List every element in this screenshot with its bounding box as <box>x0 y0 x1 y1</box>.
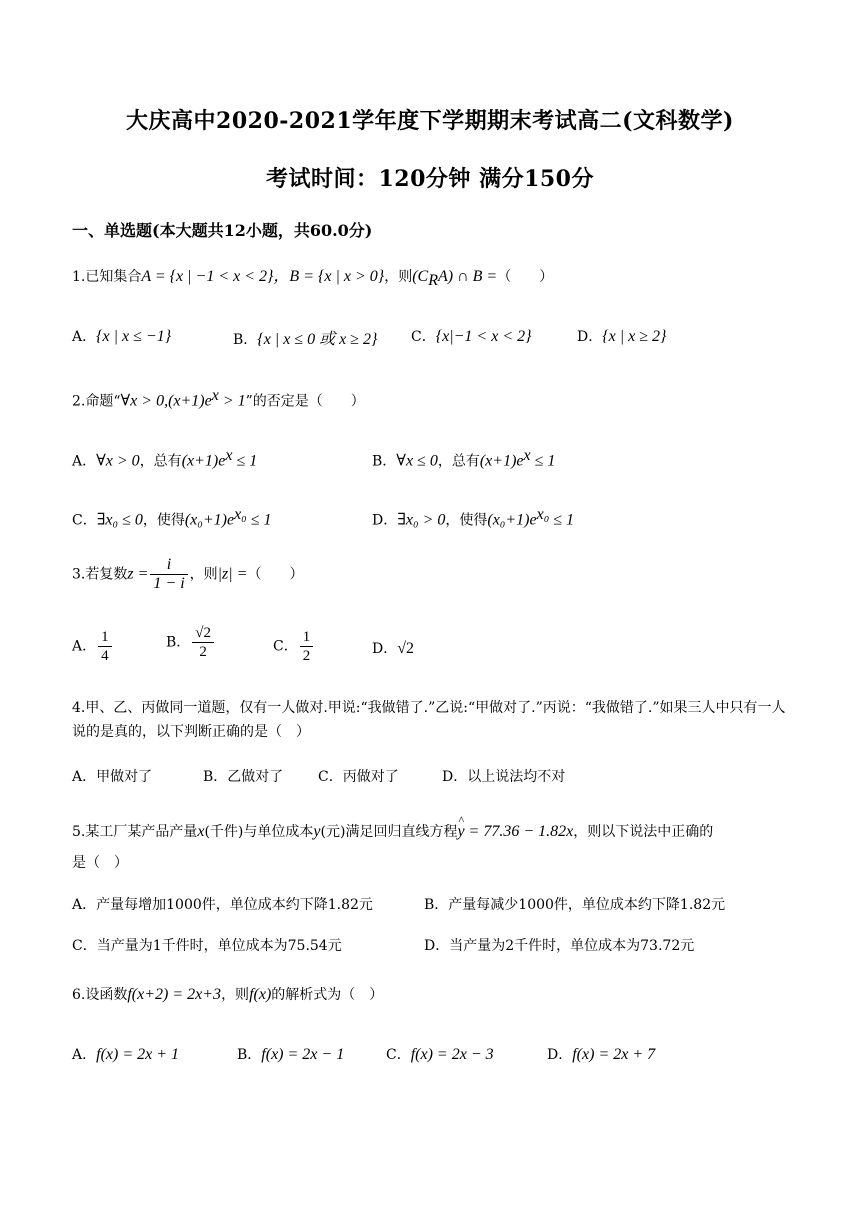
question-3: 3.若复数z = $\frac{i}{1 - i}$ ，则|z| =（ ） <box>72 556 304 592</box>
question-4: 4.甲、乙、丙做同一道题，仅有一人做对.甲说:“我做错了.”乙说:“甲做对了.”丙说：“我做错了.”如果三人中只有一人说的是真的，以下判断正确的是（ ） <box>72 700 786 740</box>
option-c: C． $\frac{1}{2}$ <box>273 628 315 665</box>
option-a: A．甲做对了 <box>72 769 153 785</box>
option-d: D．当产量为2千件时，单位成本为73.72元 <box>424 938 695 954</box>
exam-subtitle: 考试时间：120分钟 满分150分 <box>265 166 594 192</box>
section-heading: 一、单选题(本大题共12小题，共60.0分) <box>72 221 373 240</box>
option-c: C．f(x) = 2x − 3 <box>386 1046 494 1063</box>
option-b: B．f(x) = 2x − 1 <box>237 1046 345 1063</box>
exam-title: 大庆高中2020-2021学年度下学期期末考试高二(文科数学) <box>126 108 734 134</box>
option-c: C．∃x₀ ≤ 0，使得$(x_0+1)e^{x_0} \le 1$ <box>72 506 272 529</box>
option-b: B．∀x ≤ 0，总有$(x+1)e^x \le 1$ <box>372 447 556 470</box>
question-2: 2.命题“∀x > $0,(x+1)e^x > 1$”的否定是（ ） <box>72 387 365 410</box>
option-d: D．以上说法均不对 <box>442 769 566 785</box>
option-c: C．{x|−1 < x < 2} <box>411 328 532 345</box>
option-b: B． $\frac{√2}{2}$ <box>166 624 216 661</box>
option-d: D．∃x₀ > 0，使得$(x_0+1)e^{x_0} \le 1$ <box>372 506 575 529</box>
math: A = {x | −1 < x < 2}，B = {x | x > 0} <box>141 268 385 285</box>
option-c: C．当产量为1千件时，单位成本为75.54元 <box>72 938 342 954</box>
question-5-line-2: 是（ ） <box>72 855 128 871</box>
question-6: 6.设函数f(x+2) = 2x+3，则f(x)的解析式为（ ） <box>72 986 384 1003</box>
option-a: A．{x | x ≤ −1} <box>72 328 172 345</box>
option-a: A．产量每增加1000件，单位成本约下降1.82元 <box>72 897 373 913</box>
option-b: B．{x | x ≤ 0 或 x ≥ 2} <box>233 331 378 348</box>
option-b: B．产量每减少1000件，单位成本约下降1.82元 <box>424 897 726 913</box>
option-b: B．乙做对了 <box>203 769 284 785</box>
fraction: $\frac{i}{1 - i}$ <box>150 556 187 593</box>
question-5: 5.某工厂某产品产量x(千件)与单位成本y(元)满足回归直线方程^ y = 77.36 − 1.82x，则以下说法中正确的 <box>72 821 713 843</box>
option-a: A． $\frac{1}{4}$ <box>72 628 114 665</box>
option-c: C．丙做对了 <box>318 769 399 785</box>
question-1: 1.已知集合A = {x | −1 < x < 2}，B = {x | x > 0}，则$(C_RA)$ ∩ B =（ ） <box>72 268 554 289</box>
option-d: D．{x | x ≥ 2} <box>577 328 667 345</box>
option-a: A．∀x > 0，总有$(x+1)e^x \le 1$ <box>72 447 258 470</box>
option-d: D．√2 <box>372 640 415 657</box>
option-d: D．f(x) = 2x + 7 <box>547 1046 656 1063</box>
option-a: A．f(x) = 2x + 1 <box>72 1046 180 1063</box>
